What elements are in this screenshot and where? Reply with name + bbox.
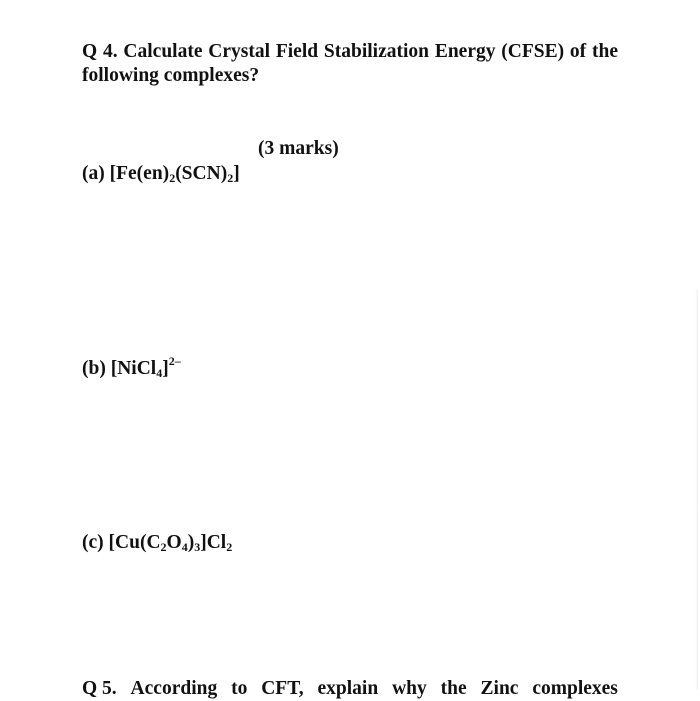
complex-b-formula: [NiCl$_4$]$^{2-}$ bbox=[110, 354, 181, 380]
q5-word: the bbox=[440, 678, 467, 699]
complex-c bbox=[82, 531, 232, 555]
question-5-text bbox=[82, 677, 618, 701]
complex-c-formula: $[Cu(C_2O_4)_3]Cl_2$ bbox=[108, 532, 233, 554]
complex-b bbox=[82, 354, 181, 381]
q5-word: According bbox=[130, 678, 218, 699]
page-edge-shadow bbox=[695, 290, 698, 690]
question-4-text: Q 4. Calculate Crystal Field Stabilization Energy (CFSE) of the following complexes? bbox=[82, 41, 618, 86]
q5-word: CFT, bbox=[261, 678, 304, 699]
q5-word: to bbox=[231, 678, 248, 699]
q5-word: Q 5. bbox=[82, 678, 117, 699]
complex-a-formula: $[Fe(en)_2(SCN)_2]$ bbox=[109, 163, 240, 185]
complex-c-label: (c) bbox=[82, 532, 104, 553]
q5-word: complexes bbox=[532, 678, 618, 699]
q5-word: Zinc bbox=[480, 678, 519, 699]
q5-word: explain bbox=[317, 678, 379, 699]
q5-word: why bbox=[392, 678, 427, 699]
complex-a bbox=[82, 162, 240, 186]
complex-b-label: (b) bbox=[82, 358, 106, 379]
marks-label: (3 marks) bbox=[258, 138, 339, 159]
complex-a-label: (a) bbox=[82, 163, 105, 184]
